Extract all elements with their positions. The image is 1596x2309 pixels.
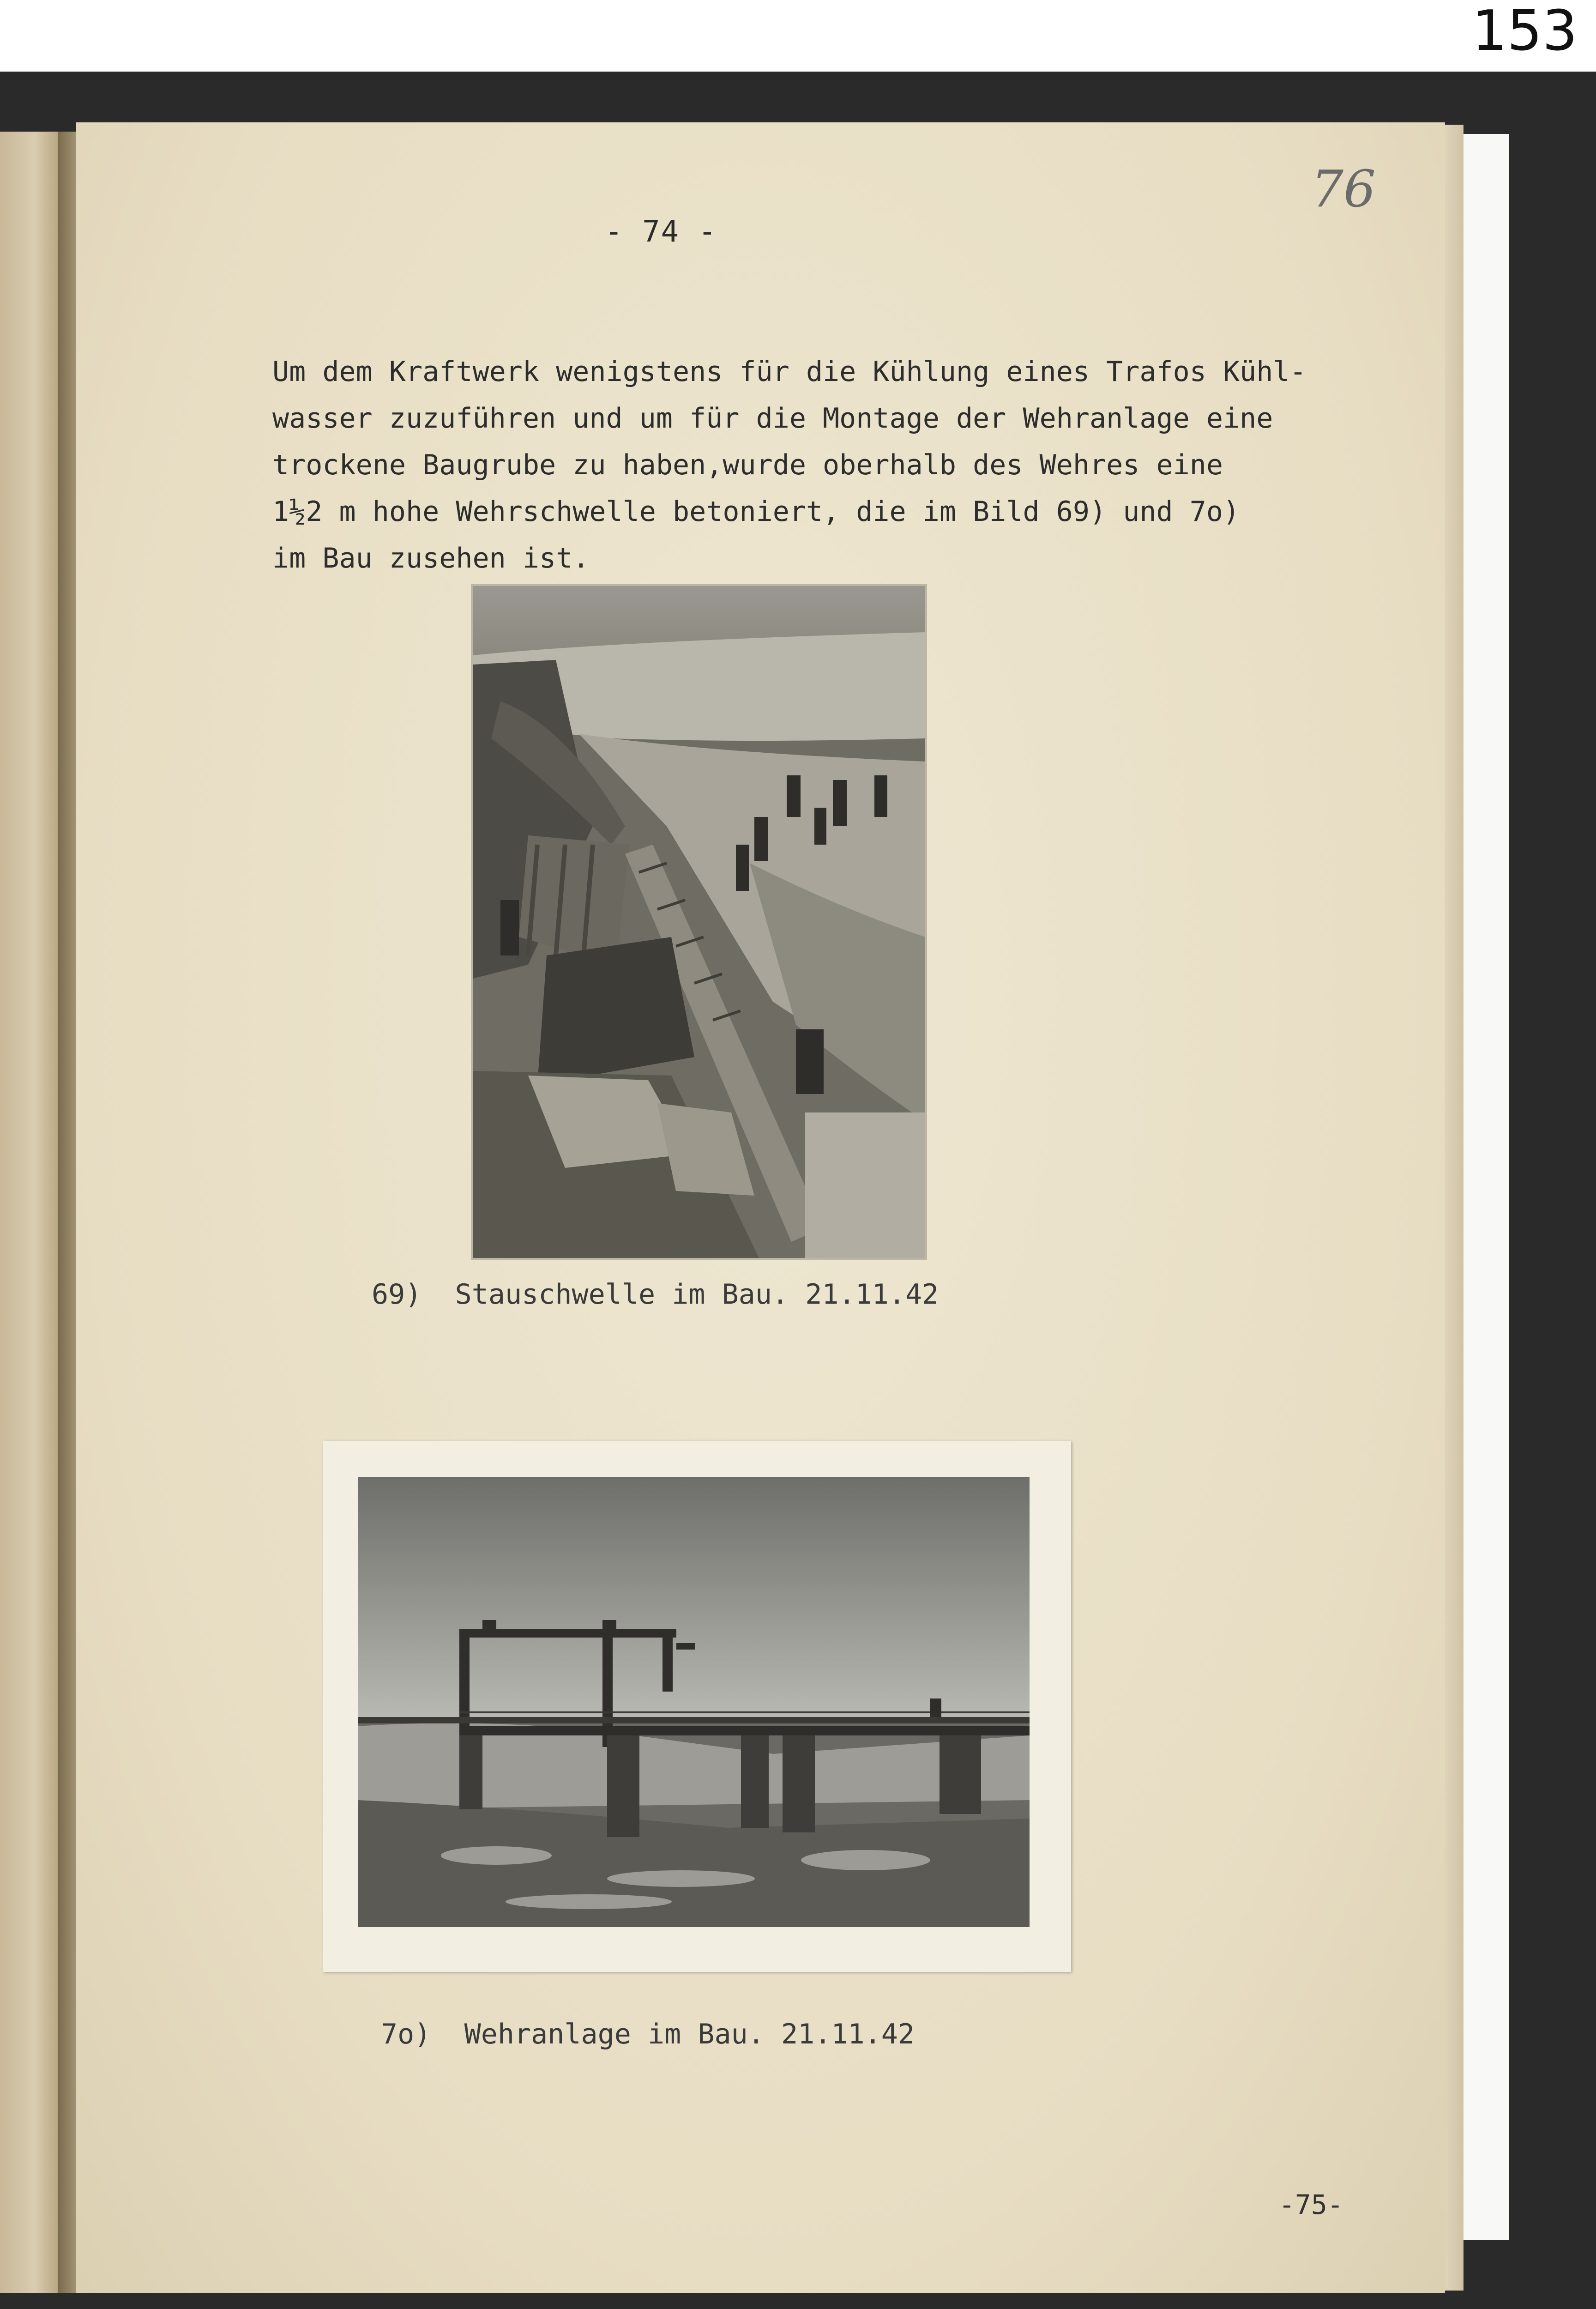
photo-wehranlage bbox=[358, 1477, 1030, 1927]
page-footer-next: -75- bbox=[1279, 2189, 1343, 2220]
photo-stauschwelle bbox=[471, 584, 927, 1260]
body-line: im Bau zusehen ist. bbox=[272, 542, 590, 574]
book-gutter bbox=[58, 132, 78, 2293]
photo-wehranlage-image bbox=[358, 1477, 1030, 1927]
white-paper-strip bbox=[1457, 134, 1509, 2240]
body-line: wasser zuzuführen und um für die Montage der Wehranlage eine bbox=[272, 402, 1273, 435]
pencil-page-number: 76 bbox=[1311, 159, 1376, 218]
left-page-edge bbox=[0, 132, 60, 2293]
body-paragraph bbox=[272, 349, 1403, 582]
page-header: - 74 - bbox=[605, 215, 717, 249]
body-line: Um dem Kraftwerk wenigstens für die Kühlung eines Trafos Kühl- bbox=[272, 356, 1307, 388]
photo-mount-wehranlage bbox=[323, 1441, 1071, 1972]
photo-stauschwelle-image bbox=[473, 586, 925, 1258]
figure-caption-70: 7o) Wehranlage im Bau. 21.11.42 bbox=[381, 2018, 915, 2050]
body-line: trockene Baugrube zu haben,wurde oberhalb des Wehres eine bbox=[272, 449, 1223, 481]
body-line: 1½2 m hohe Wehrschwelle betoniert, die im Bild 69) und 7o) bbox=[272, 496, 1240, 528]
figure-caption-69: 69) Stauschwelle im Bau. 21.11.42 bbox=[372, 1278, 939, 1311]
scan-number: 153 bbox=[1471, 0, 1578, 63]
